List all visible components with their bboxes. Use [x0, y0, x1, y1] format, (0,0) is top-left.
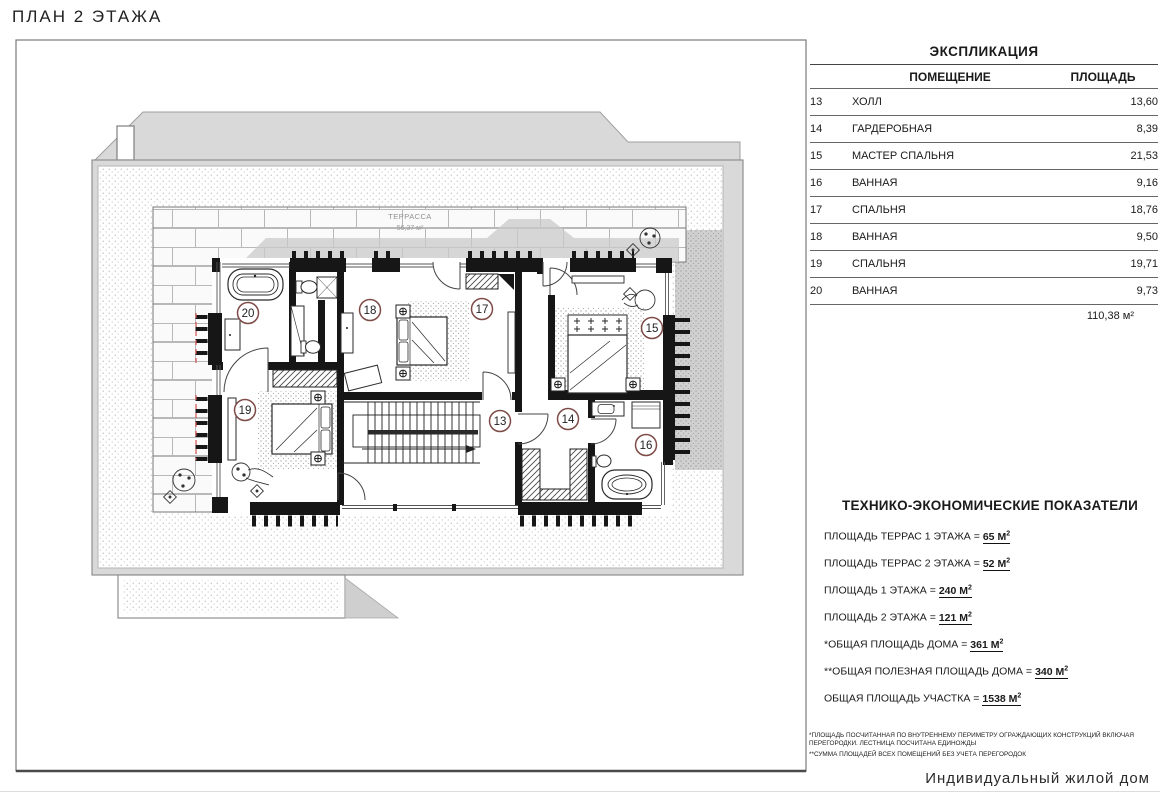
tech-indicators-section: [822, 498, 1158, 719]
room-marker-13: [490, 411, 511, 432]
tech-item: ПЛОЩАДЬ ТЕРРАС 1 ЭТАЖА = 65 $М^2$: [824, 530, 1011, 543]
table-row: 17 СПАЛЬНЯ 18,76: [810, 197, 1158, 224]
bed-15: [568, 315, 627, 393]
col-header-area: ПЛОЩАДЬ: [1048, 65, 1158, 89]
svg-text:13: 13: [493, 416, 507, 428]
bed-19: [272, 404, 332, 454]
closet-room17: [466, 274, 498, 289]
bench-15: [572, 276, 624, 283]
project-caption: Индивидуальный жилой дом: [925, 770, 1150, 787]
room-marker-14: [558, 409, 579, 430]
wardrobe14-right: [570, 449, 587, 500]
tech-item: ПЛОЩАДЬ 1 ЭТАЖА = 240 $М^2$: [824, 584, 972, 597]
table-row: 14 ГАРДЕРОБНАЯ 8,39: [810, 116, 1158, 143]
page-title: ПЛАН 2 ЭТАЖА: [12, 7, 163, 26]
bathtub-20: [228, 269, 283, 300]
shower-18: [317, 277, 337, 298]
explication-section: [810, 44, 1158, 322]
terrace-label: ТЕРРАССА: [388, 212, 432, 221]
cabinet-20: [225, 319, 240, 350]
vanity-16: [592, 402, 624, 416]
tech-item: **ОБЩАЯ ПОЛЕЗНАЯ ПЛОЩАДЬ ДОМА = 340 $М^2$: [824, 665, 1069, 678]
wardrobe14-bottom: [540, 489, 570, 500]
explication-table: [810, 64, 1158, 304]
col-header-room: ПОМЕЩЕНИЕ: [852, 65, 1048, 89]
tech-indicators-title: ТЕХНИКО-ЭКОНОМИЧЕСКИЕ ПОКАЗАТЕЛИ: [842, 498, 1138, 513]
table-row: 18 ВАННАЯ 9,50: [810, 224, 1158, 251]
svg-text:18: 18: [363, 305, 377, 317]
room-marker-16: [636, 435, 657, 456]
tech-item: ПЛОЩАДЬ ТЕРРАС 2 ЭТАЖА = 52 $М^2$: [824, 557, 1011, 570]
room-marker-17: [472, 299, 493, 320]
chimney: [117, 126, 134, 160]
room-marker-19: [235, 400, 256, 421]
footnote-1: *ПЛОЩАДЬ ПОСЧИТАННАЯ ПО ВНУТРЕННЕМУ ПЕРИМЕТРУ ОГРАЖДАЮЩИХ КОНСТРУКЦИЙ ВКЛЮЧАЯ ПЕРЕГОРОДКИ. ЛЕСТНИЦА ПОСЧИТАНА ЕДИНОЖДЫ: [809, 732, 1134, 747]
explication-title: ЭКСПЛИКАЦИЯ: [929, 44, 1039, 59]
svg-text:19: 19: [238, 405, 252, 417]
terrace-area-label: 56,37 м²: [396, 225, 424, 232]
tech-item: ПЛОЩАДЬ 2 ЭТАЖА = 121 $М^2$: [824, 611, 972, 624]
table-row: 15 МАСТЕР СПАЛЬНЯ 21,53: [810, 143, 1158, 170]
room-marker-20: [238, 303, 259, 324]
svg-text:20: 20: [241, 308, 255, 320]
table-row: 19 СПАЛЬНЯ 19,71: [810, 251, 1158, 278]
shelf-17: [508, 312, 515, 373]
page-bottom-divider: [0, 791, 1160, 792]
wardrobe14-left: [522, 449, 540, 500]
tech-item: *ОБЩАЯ ПЛОЩАДЬ ДОМА = 361 $М^2$: [824, 638, 1004, 651]
tech-item: ОБЩАЯ ПЛОЩАДЬ УЧАСТКА = 1538 $М^2$: [824, 692, 1022, 705]
table-row: 16 ВАННАЯ 9,16: [810, 170, 1158, 197]
toilet-a: [296, 281, 317, 294]
explication-total: 110,38 м²: [810, 304, 1158, 322]
room-marker-15: [642, 318, 663, 339]
room-marker-18: [360, 300, 381, 321]
table-row: 20 ВАННАЯ 9,73: [810, 278, 1158, 305]
footnote-2: **СУММА ПЛОЩАДЕЙ ВСЕХ ПОМЕЩЕНИЙ БЕЗ УЧЕТА ПЕРЕГОРОДОК: [809, 751, 1026, 758]
explication-header-row: [810, 65, 1158, 89]
svg-text:16: 16: [639, 440, 653, 452]
toilet-16: [592, 455, 611, 467]
table-row: 13 ХОЛЛ 13,60: [810, 89, 1158, 116]
footnotes: [809, 732, 1158, 762]
svg-text:15: 15: [645, 323, 659, 335]
cabinet-16: [632, 402, 660, 428]
bathtub-16: [602, 470, 652, 499]
svg-text:14: 14: [561, 414, 575, 426]
bed-17: [397, 317, 447, 365]
vanity-18: [341, 313, 353, 353]
svg-text:17: 17: [475, 304, 489, 316]
toilet-b: [301, 341, 321, 353]
closet-room19: [273, 370, 337, 387]
